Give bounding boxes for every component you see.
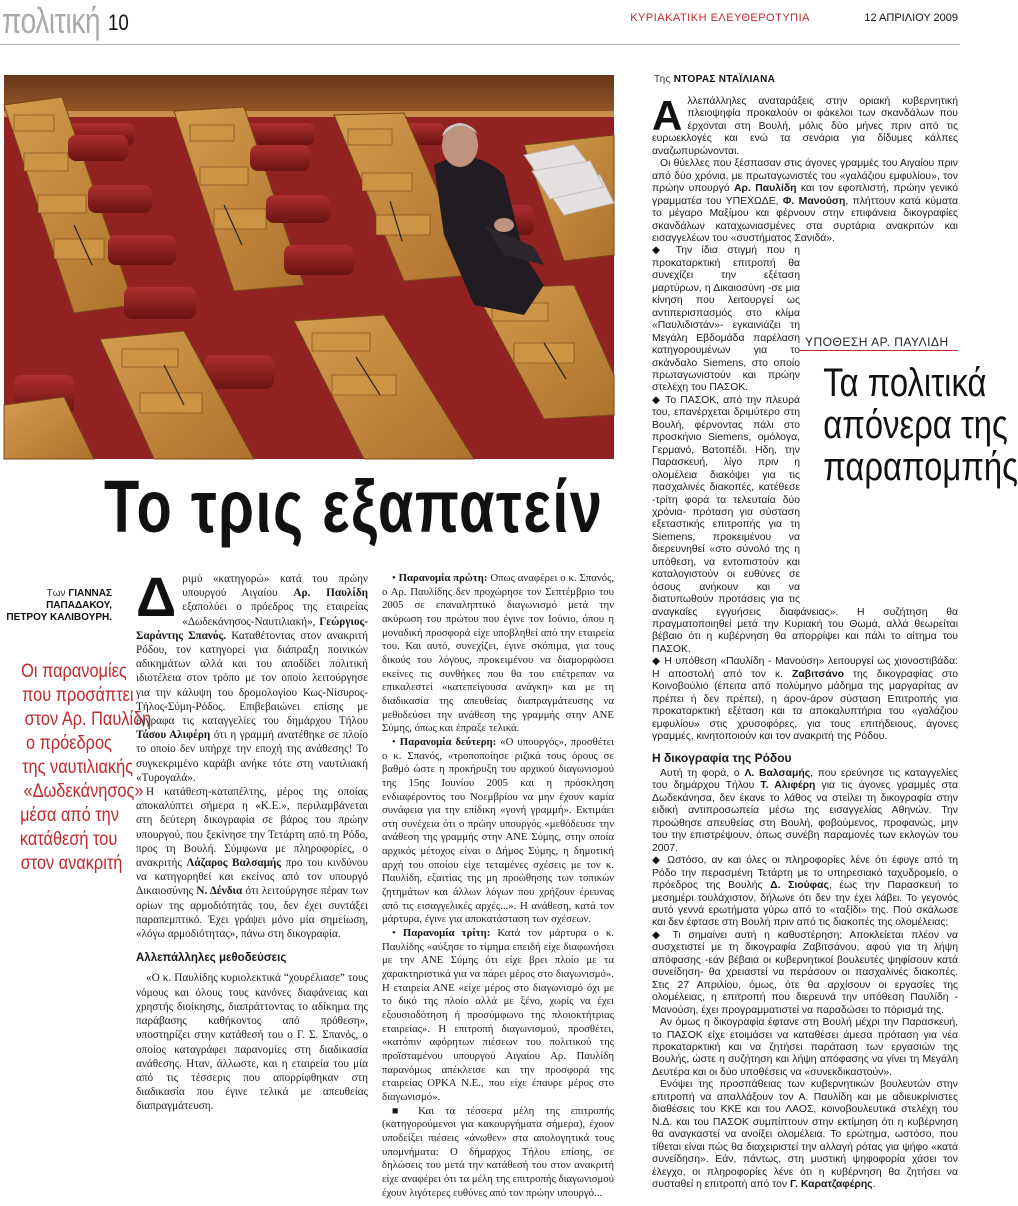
paragraph: Αν όμως η δικογραφία έφτανε στη Βουλή μέχρι την Παρασκευή, το ΠΑΣΟΚ είχε ετοιμάσει να καταθέσει άμεσα πρόταση για νέα προκαταρκτική και να ζητήσει παράταση των εργασιών της Βουλής, ώστε η συζήτηση και λήψη απόφασης να γίνει τη Μεγάλη Δευτέρα και οι δύο υποθέσεις να «συνεκδικαστούν». xyxy=(652,1017,958,1078)
bullet-icon: • xyxy=(392,927,396,940)
issue-date: 12 ΑΠΡΙΛΙΟΥ 2009 xyxy=(864,12,958,24)
page-number: 10 xyxy=(108,10,129,35)
article-column-2 xyxy=(382,572,614,1200)
paragraph: ■ Και τα τέσσερα μέλη της επιτροπής (κατηγορούμενοι για κακουργήματα σήμερα), έχουν υποδείξει πιέσεις «άνωθεν» στα απολογητικά τους υπομνήματα: Ο δήμαρχος Τήλου επίσης, σε δηλώσεις του μετά την κατάθεσή του στον ανακριτή είχε αναφέρει ότι τα μέλη της επιτροπής διαγωνισμού έχουν λιγότερες ευθύνες από τον πρώην υπουργό... xyxy=(382,1104,614,1199)
headline-wrap-space xyxy=(808,425,958,601)
diamond-icon: ◆ xyxy=(652,245,667,257)
paragraph: ◆ Τι σημαίνει αυτή η καθυστέρηση; Αποκλείεται πλέον να συσχετιστεί με τη δικογραφία Ζαβιτσάνου, αφού για τη λήψη απόφασης -εάν βέβαια οι κυβερνητικοί βουλευτές ψηφίσουν κατά συνείδηση- θα χρειαστεί να περάσουν οι πασχαλινές διακοπές. Στις 27 Απριλίου, όμως, ότε θα αρχίσουν οι εργασίες της ολομέλειας, η επιτροπή που διερευνά την υπόθεση Παυλίδη - Μανούση, έχει προγραμματιστεί να παραδώσει το πόρισμά της. xyxy=(652,929,958,1016)
byline-authors: ΓΙΑΝΝΑΣ ΠΑΠΑΔΑΚΟΥ, ΠΕΤΡΟΥ ΚΑΛΙΒΟΥΡΗ. xyxy=(6,588,112,623)
section-name: πολιτική xyxy=(2,0,101,41)
paragraph: Η κατάθεση-καταπέλτης, μέρος της οποίας αποκαλύπτει σήμερα η «Κ.Ε.», περιλαμβάνεται στη δεύτερη δικογραφία σε βάρος του πρώην υπουργού, που ξεκίνησε την Τετάρτη από τη Ρόδο, προς τη Βουλή. Σύμφωνα με πληροφορίες, ο ανακριτής Λάζαρος Βαλσαμής προ του κινδύνου να κατηγορηθεί και εκείνος από τον υπουργό Δικαιοσύνης Ν. Δένδια ότι λειτούργησε πέραν των ορίων της αρμοδιότητάς του, δεν έχει συντάξει παραπεμπτικό. Έχει γράψει μόνο μία σημείωση, «λόγω αρμοδιότητας», πάνω στη δικογραφία. xyxy=(136,786,369,941)
article-column-1 xyxy=(136,565,369,1114)
headline-line: Τα πολιτικά xyxy=(823,361,987,405)
byline-prefix: Των xyxy=(46,588,66,599)
paragraph: Ενόψει της προσπάθειας των κυβερνητικών βουλευτών στην επιτροπή να απαλλάξουν τον Α. Παυλίδη και με αδιευκρίνιστες διαθέσεις του ΚΚΕ και του ΛΑΟΣ, κοινοβουλευτικά στελέχη του Ν.Δ. και του ΠΑΣΟΚ συμπίπτουν στην εκτίμηση ότι η κυβέρνηση θα αναγκαστεί να ανοίξει ολομέλεια. Το ερώτημα, ωστόσο, που τίθεται είναι πώς θα διαχειριστεί την αλλαγή ρότας για ψήφο «κατά συνείδηση». Εάν, πάντως, στη μυστική ψηφοφορία χάσει τον έλεγχο, οι πληροφορίες λένε ότι η κυβέρνηση θα ζητήσει να συσταθεί η επιτροπή από τον Γ. Καρατζαφέρης. xyxy=(652,1079,958,1190)
diamond-icon: ◆ xyxy=(652,656,661,668)
lead-line: της ναυτιλιακής xyxy=(22,757,134,778)
lead-line: μέσα από την xyxy=(20,805,119,826)
paragraph: Οι θύελλες που ξέσπασαν στις άγονες γραμμές του Αιγαίου πριν από δύο χρόνια, με πρωταγωνιστές του «γαλάζιου εμφυλίου», τον πρώην υπουργό Αρ. Παυλίδη και τον εφοπλιστή, πρώην γενικό γραμματέα του ΥΠΕΧΩΔΕ, Φ. Μανούση, πλήττουν κατά κύματα το μέγαρο Μαξίμου και φέρνουν στην επιφάνεια δικογραφίες σκανδάλων καταχωνιασμένες στα συρτάρια ανακριτών και εισαγγελέων του «συστήματος Σανιδά». xyxy=(652,158,958,244)
byline-prefix: Της xyxy=(654,74,671,85)
headline-line: απόνερα της xyxy=(823,403,1008,447)
diamond-icon: ◆ xyxy=(652,855,663,867)
paragraph: • Παρανομία δεύτερη: «Ο υπουργός», προσθέτει ο κ. Σπανός, «τροποποίησε ριζικά τους όρους σε βαθμό ώστε η προκήρυξη του αρχικού διαγωνισμού της 15ης Ιουνίου 2005 και η πρόσκληση ενδιαφέροντος του Νοεμβρίου να μην έχουν καμία συνάφεια για την επίδικη «γονή γραμμή». Εκτιμάει στη συνέχεια ότι ο πρώην υπουργός «μεθόδευσε την ανάθεση της γραμμής στην ΑΝΕ Σύμης, στην οποία αρχικός μέτοχος είναι ο Δήμος Σύμης, η δημοτική αρχή του οποίου είχε τεταμένες σχέσεις με τον κ. Παυλίδη, εξαιτίας της μη προώθησης των τοπικών ζητημάτων και άλλων λόγων που χρήζουν έρευνας από τις εισαγγελικές αρχές...». Η ανάθεση, κατά τον μάρτυρα, έγινε για αποκατάσταση των σχέσεων. xyxy=(382,735,615,926)
diamond-icon: ◆ xyxy=(652,394,662,406)
article-byline xyxy=(4,588,112,624)
case-label: ΥΠΟΘΕΣΗ ΑΡ. ΠΑΥΛΙΔΗ xyxy=(805,335,949,349)
article2-byline xyxy=(654,74,775,85)
paragraph: • Παρανομία τρίτη: Κατά τον μάρτυρα ο κ. Παυλίδης «αύξησε το τίμημα επειδή είχε διαφωνήσει με την ΑΝΕ Σύμης ότι είχε βρει πλοίο με τα χαρακτηριστικά για να πάρει μέρος στο διαγωνισμό». Η εταιρεία ΑΝΕ «είχε μέρος στο διαγωνισμό όχι με το δικό της πλοίο αλλά με ξένο, χωρίς να έχει εξουσιοδότηση ή προσύμφωνο της πλοιοκτήτριας εταιρείας». Η επιτροπή διαγωνισμού, προσθέτει, «κατόπιν αφόρητων πιέσεων του πολιτικού της προϊσταμένου υπουργού Αιγαίου Αρ. Παυλίδη παρανόμως απέκλεισε και την προσφορά της εταιρείας ΟΡΚΑ Ν.Ε., που είχε έπαυρε μέρος στο διαγωνισμό». xyxy=(382,927,614,1103)
parliament-photo xyxy=(4,75,614,459)
headline-line: παραπομπής xyxy=(823,445,1018,489)
drop-cap: Δ xyxy=(136,565,177,628)
article-headline: Το τρις εξαπατείν xyxy=(104,465,604,548)
paragraph: • Παρανομία πρώτη: Οπως αναφέρει ο κ. Σπανός, ο Αρ. Παυλίδης δεν προχώρησε τον Σεπτέμβριο του 2005 σε επαναληπτικό διαγωνισμό μετά την ακύρωση του πρώτου που έγινε τον Ιούνιο, όπου η μοναδική προσφορά είχε υποβληθεί από την εταιρεία του. Και αυτό, συνεχίζει, έγινε σκόπιμα, για τους δικούς του λόγους, προκειμένου να διαμορφώσει εκείνες τις συνθήκες που θα του επέτρεπαν να επικαλεστεί «κατεπείγουσα ανάγκη» και με τη διαδικασία της απευθείας διαπραγμάτευσης να μεθοδεύσει την ανάθεση της γραμμής στην ΑΝΕ Σύμης, όπως και έπραξε τελικά. xyxy=(382,572,615,735)
paragraph: ◆ Την ίδια στιγμή που η προκαταρκτική επιτροπή θα συνεχίζει την εξέταση μαρτύρων, η Δικαιοσύνη -σε μια κίνηση που λειτουργεί ως αντιπερισπασμός στο κλίμα «Παυλιδιστάν»- εγκαινιάζει τη Μεγάλη Εβδομάδα παρέλαση κατηγορουμένων για το σκάνδαλο Siemens, στο οποίο πρωταγωνιστούν και πρώην στελέχη του ΠΑΣΟΚ. xyxy=(652,245,800,394)
subheading: Αλλεπάλληλες μεθοδεύσεις xyxy=(136,952,287,965)
article2-column xyxy=(652,92,959,1191)
lead-line: ο πρόεδρος xyxy=(26,733,112,754)
square-icon: ■ xyxy=(392,1104,407,1117)
paragraph: Δριμύ «κατηγορώ» κατά του πρώην υπουργού Αιγαίου Αρ. Παυλίδη εξαπολύει ο πρόεδρος της εταιρείας «Δωδεκάνησος-Ναυτιλιακή», Γεώργιος-Σαράντης Σπανός. Καταθέτοντας στον ανακριτή Ρόδου, τον κατηγορεί για διάπραξη ποινικών αδικημάτων αλλά και του αποδίδει πολιτική ιδιοτέλεια στον τρόπο με τον οποίο λειτούργησε για την κάλυψη του δρομολογίου Κως-Νίσυρος-Τήλος-Σύμη-Ρόδος. Επιβεβαιώνει επίσης με έγγραφα τις καταγγελίες του δημάρχου Τήλου Τάσου Αλιφέρη ότι η γραμμή ανατέθηκε σε πλοίο το οποίο δεν υπήρχε την εποχή της ανάθεσης! Το συγκεκριμένο καράβι ανήκε τότε στη ναυτιλιακή «Τυρογαλά». xyxy=(136,565,369,784)
article-lead xyxy=(4,660,152,876)
bullet-icon: • xyxy=(392,735,396,748)
newspaper-name: ΚΥΡΙΑΚΑΤΙΚΗ ΕΛΕΥΘΕΡΟΤΥΠΙΑ xyxy=(630,12,810,24)
paragraph: ◆ Ωστόσο, αν και όλες οι πληροφορίες λένε ότι έφυγε από τη Ρόδο την περασμένη Τετάρτη με το υπηρεσιακό ταχυδρομείο, ο πρόεδρος της Βουλής Δ. Σιούφας, έως την Παρασκευή το μεσημέρι τουλάχιστον, δήλωνε ότι δεν την έχει λάβει. Το γεγονός αυτό γεννά ερωτήματα γύρω από το «ταξίδι» της. Πού σκάλωσε και δεν έφτασε στη Βουλή πριν από τις διακοπές της ολομέλειας; xyxy=(652,855,959,929)
header-divider xyxy=(0,44,960,45)
bullet-icon: • xyxy=(392,572,396,584)
paragraph: «Ο κ. Παυλίδης κυριολεκτικά “χουρέλιασε” τους νόμους και όλους τους κανόνες διαφάνειας και χρηστής διοίκησης, διαπράττοντας το αδίκημα της παράβασης καθήκοντος από πρόθεση», υποστηρίζει στην κατάθεσή του ο Γ. Σ. Σπανός, ο οποίος καταγράφει παρανομίες στη διαδικασία ανάθεσης. Ηταν, άλλωστε, και η εταιρεία του μία από τις τέσσερις που απορρίφθηκαν στη διαδικασία που έγινε τελικά με απευθείας διαπραγμάτευση. xyxy=(136,972,368,1113)
lead-line: «Δωδεκάνησος» xyxy=(23,781,144,802)
paragraph: Αυτή τη φορά, ο Λ. Βαλσαμής, που ερεύνησε τις καταγγελίες του δημάρχου Τήλου Τ. Αλιφέρη για τις άγονες γραμμές στα Δωδεκάνησα, δεν έκανε το λάθος να στείλει τη δικογραφία στην ειδική αντιπροσωπεία μέσω της εισαγγελίας Αθηνών. Την προώθησε απευθείας στη Βουλή, φοβούμενος, προφανώς, μην του την επιστρέψουν, όπως συνέβη παραμονές των εκλογών του 2007. xyxy=(652,768,959,854)
lead-line: στον ανακριτή xyxy=(20,853,123,874)
subheading: Η δικογραφία της Ρόδου xyxy=(652,750,792,765)
paragraph: ◆ Η υπόθεση «Παυλίδη - Μανούση» λειτουργεί ως χιονοστιβάδα: Η αποστολή από τον κ. Ζαβιτσάνο της δικογραφίας στο Κοινοβούλιο (έπειτα από πολύμηνο μάδημα της μαργαρίτας αν πρέπει ή δεν πρέπει), η άρον-άρον σύσταση Επιτροπής για προκαταρκτική εξέταση και τα αποκαλυπτήρια του «γαλάζιου εμφυλίου» στις χρυσοφόρες, για τους επιτήδειους, άγονες γραμμές, κινητοποιούν και τον ανακριτή της Ρόδου. xyxy=(652,656,958,743)
lead-line: στον Αρ. Παυλίδη xyxy=(24,709,152,730)
lead-line: κατάθεσή του xyxy=(19,829,118,850)
drop-cap: Α xyxy=(652,92,683,139)
lead-line: που προσάπτει xyxy=(22,685,134,706)
paragraph: Αλλεπάλληλες αναταράξεις στην οριακή κυβερνητική πλειοψηφία προκαλούν οι φάκελοι των σκανδάλων που έρχονται στη Βουλή, μόλις δύο μήνες πριν από τις ευρωεκλογές και ενώ τα σενάρια για δίδυμες κάλπες αναζωπυρώνονται. xyxy=(652,92,958,157)
paragraph: ◆ Το ΠΑΣΟΚ, από την πλευρά του, επανέρχεται δριμύτερο στη Βουλή, φέρνοντας πάλι στο προσκήνιο Siemens, ομόλογα, Γερμανό, Βατοπέδι. Ηδη, την Παρασκευή, λίγο πριν η ολομέλεια διακόψει για τις πασχαλινές διακοπές, κατέθεσε -τρίτη φορά τα τελευταία δύο χρόνια- πρόταση για σύσταση εξεταστικής επιτροπής για τη Siemens, προκειμένου να διερευνηθεί «στο σύνολό της η υπόθεση, να εντοπιστούν και καταλογιστούν οι ευθύνες σε όσους ανήκουν και να διατυπωθούν προτάσεις για τις αναγκαίες εγγυήσεις διαφάνειας». Η συζήτηση θα πραγματοποιηθεί μετά την Κυριακή του Θωμά, αλλά θεωρείται βέβαιο ότι η κυβέρνηση θα απορρίψει και πάλι το αίτημα του ΠΑΣΟΚ. xyxy=(652,394,958,655)
diamond-icon: ◆ xyxy=(652,929,665,941)
lead-line: Οι παρανομίες xyxy=(21,661,127,682)
byline-author: ΝΤΟΡΑΣ ΝΤΑΪΛΙΑΝΑ xyxy=(673,74,776,85)
